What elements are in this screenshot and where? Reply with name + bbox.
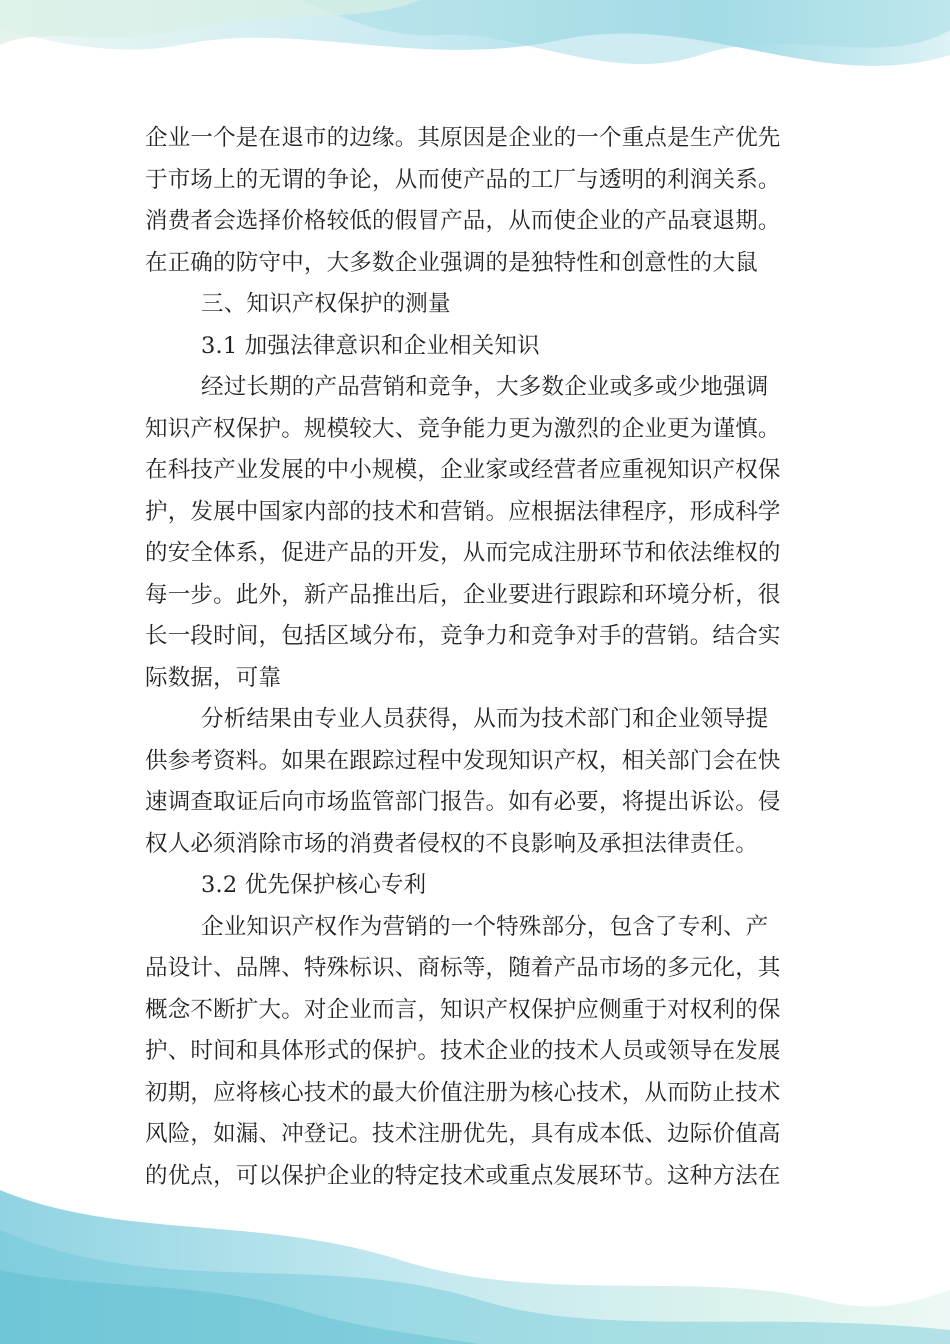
- text-line: 消费者会选择价格较低的假冒产品，从而使企业的产品衰退期。: [145, 208, 781, 234]
- subsection-heading: 3.1 加强法律意识和企业相关知识: [201, 332, 540, 359]
- text-line: 品设计、品牌、特殊标识、商标等，随着产品市场的多元化，其: [145, 955, 781, 981]
- text-line: 分析结果由专业人员获得，从而为技术部门和企业领导提: [201, 706, 769, 732]
- text-line: 长一段时间，包括区域分布，竞争力和竞争对手的营销。结合实: [145, 623, 781, 649]
- text-line: 初期，应将核心技术的最大价值注册为核心技术，从而防止技术: [145, 1079, 781, 1106]
- document-body: [145, 118, 815, 1197]
- text-line: 护，发展中国家内部的技术和营销。应根据法律程序，形成科学: [145, 498, 781, 525]
- text-line: 概念不断扩大。对企业而言，知识产权保护应侧重于对权利的保: [145, 996, 781, 1023]
- text-line: 权人必须消除市场的消费者侵权的不良影响及承担法律责任。: [145, 830, 758, 857]
- text-line: 知识产权保护。规模较大、竞争能力更为激烈的企业更为谨慎。: [145, 415, 781, 442]
- subsection-heading: 3.2 优先保护核心专利: [201, 872, 427, 898]
- text-line: 供参考资料。如果在跟踪过程中发现知识产权，相关部门会在快: [145, 747, 781, 774]
- text-line: 企业一个是在退市的边缘。其原因是企业的一个重点是生产优先: [145, 125, 781, 151]
- text-line: 每一步。此外，新产品推出后，企业要进行跟踪和环境分析，很: [145, 581, 781, 608]
- text-line: 风险，如漏、冲登记。技术注册优先，具有成本低、边际价值高: [145, 1121, 781, 1147]
- text-line: 的安全体系，促进产品的开发，从而完成注册环节和依法维权的: [145, 540, 781, 566]
- text-line: 的优点，可以保护企业的特定技术或重点发展环节。这种方法在: [145, 1162, 781, 1189]
- text-line: 在科技产业发展的中小规模，企业家或经营者应重视知识产权保: [145, 457, 781, 483]
- text-line: 企业知识产权作为营销的一个特殊部分，包含了专利、产: [201, 913, 769, 940]
- section-heading: 三、知识产权保护的测量: [201, 291, 451, 317]
- text-line: 护、时间和具体形式的保护。技术企业的技术人员或领导在发展: [145, 1038, 781, 1064]
- text-line: 在正确的防守中，大多数企业强调的是独特性和创意性的大鼠: [145, 249, 758, 276]
- text-line: 经过长期的产品营销和竞争，大多数企业或多或少地强调: [201, 374, 769, 400]
- text-line: 际数据，可靠: [145, 664, 282, 691]
- text-line: 于市场上的无谓的争论，从而使产品的工厂与透明的利润关系。: [145, 166, 781, 193]
- text-line: 速调查取证后向市场监管部门报告。如有必要，将提出诉讼。侵: [145, 789, 781, 815]
